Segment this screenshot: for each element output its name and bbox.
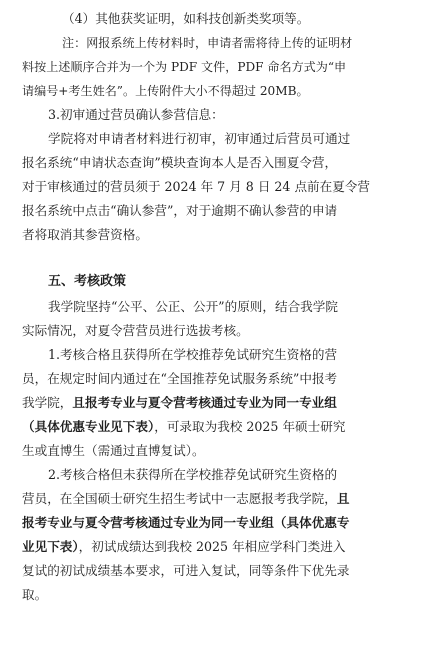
text-span: 注：网报系统上传材料时，申请者需将待上传的证明材 [62,36,353,50]
paragraph-line [22,367,438,391]
text-span: 取。 [22,587,48,602]
text-span: 生或直博生（需通过直博复试）。 [22,443,205,458]
paragraph-line [22,175,438,199]
note-line [62,31,438,55]
paragraph-line [22,559,438,583]
award-item-line [62,7,438,31]
paragraph-line [22,151,438,175]
section-heading [48,270,438,294]
note-line [22,55,438,79]
text-span: 我学院坚持“公平、公正、公开”的原则，结合我学院 [48,299,338,314]
paragraph-line [22,391,438,415]
bold-text: 报考专业与夏令营考核通过专业为同一专业组（具体优惠专 [22,515,350,530]
bold-text: 且 [336,491,350,506]
text-span: 员，在规定时间内通过在“全国推荐免试服务系统”中报考 [22,371,338,386]
paragraph-line [22,487,438,511]
paragraph-line [22,199,438,223]
text-span: 实际情况，对夏令营营员进行选拔考核。 [22,323,249,338]
text-span: 料按上述顺序合并为一个为 PDF 文件，PDF 命名方式为“申 [22,60,347,74]
bold-text: 业见下表） [22,539,79,554]
paragraph-line [22,223,438,247]
paragraph-line [22,415,438,439]
text-span: 3.初审通过营员确认参营信息： [48,107,224,122]
text-span: 者将取消其参营资格。 [22,227,148,242]
text-span: 1.考核合格且获得所在学校推荐免试研究生资格的营 [48,347,338,362]
paragraph-line [22,439,438,463]
text-span: 营员，在全国硕士研究生招生考试中一志愿报考我学院， [22,491,337,506]
paragraph-line [22,511,438,535]
text-span: ，可录取为我校 2025 年硕士研究 [154,419,346,434]
paragraph-line [48,463,438,487]
text-span: 2.考核合格但未获得所在学校推荐免试研究生资格的 [48,467,338,482]
bold-text: 且报考专业与夏令营考核通过专业为同一专业组 [72,395,337,410]
bold-text: （具体优惠专业见下表） [22,419,155,434]
subheading-line [48,103,438,127]
text-span: 报名系统中点击“确认参营”，对于逾期不确认参营的申请 [22,203,338,218]
text-span: 学院将对申请者材料进行初审，初审通过后营员可通过 [48,131,351,146]
text-span: 五、考核政策 [48,274,127,289]
text-span: 我学院， [22,395,73,410]
paragraph-line [22,583,438,607]
text-span: 报名系统“申请状态查询”模块查询本人是否入围夏令营， [22,155,338,170]
paragraph-line [48,127,438,151]
text-span: ，初试成绩达到我校 2025 年相应学科门类进入 [78,539,346,554]
paragraph-line [48,295,438,319]
paragraph-line [22,319,438,343]
text-span: 请编号+考生姓名”。上传附件大小不得超过 20MB。 [22,84,309,98]
paragraph-line [22,535,438,559]
note-line [22,79,438,103]
text-span: （4）其他获奖证明，如科技创新类奖项等。 [62,11,310,26]
text-span: 复试的初试成绩基本要求，可进入复试，同等条件下优先录 [22,563,350,578]
text-span: 对于审核通过的营员须于 2024 年 7 月 8 日 24 点前在夏令营 [22,179,371,194]
paragraph-line [48,343,438,367]
